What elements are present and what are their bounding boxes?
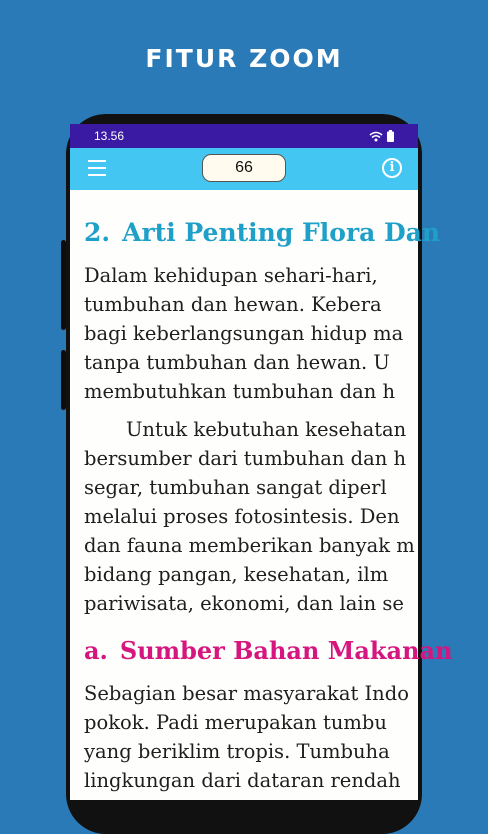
paragraph-line: dan fauna memberikan banyak m [84, 534, 415, 557]
subsection-title: Sumber Bahan Makanan [119, 636, 453, 665]
info-icon[interactable]: i [382, 158, 402, 178]
subsection-number: a. [84, 636, 108, 665]
status-time: 13.56 [94, 129, 125, 143]
phone-side-button [61, 240, 66, 330]
paragraph-line: tumbuhan dan hewan. Kebera [84, 293, 382, 316]
paragraph-line: melalui proses fotosintesis. Den [84, 505, 400, 528]
phone-screen [70, 124, 453, 800]
paragraph-line: bidang pangan, kesehatan, ilm [84, 563, 389, 586]
status-icons [369, 130, 394, 142]
hamburger-menu-icon[interactable] [88, 160, 106, 176]
app-bar [70, 148, 418, 190]
status-bar [70, 124, 418, 148]
paragraph-line: membutuhkan tumbuhan dan h [84, 380, 396, 403]
paragraph-line: pariwisata, ekonomi, dan lain se [84, 592, 404, 615]
paragraph-line: yang beriklim tropis. Tumbuha [84, 740, 390, 763]
paragraph-line: segar, tumbuhan sangat diperl [84, 476, 387, 499]
paragraph-line: pokok. Padi merupakan tumbu [84, 711, 387, 734]
paragraph-line: Untuk kebutuhan kesehatan [126, 418, 407, 441]
page-number-field[interactable]: 66 [202, 154, 286, 182]
paragraph-line: Sebagian besar masyarakat Indo [84, 682, 409, 705]
wifi-icon [369, 131, 383, 142]
paragraph-line: bersumber dari tumbuhan dan h [84, 447, 407, 470]
paragraph-line: Dalam kehidupan sehari-hari, [84, 264, 378, 287]
battery-icon [387, 130, 394, 142]
subsection-heading [84, 636, 453, 665]
section-heading [84, 218, 440, 247]
paragraph-line: tanpa tumbuhan dan hewan. U [84, 351, 390, 374]
paragraph-line: bagi keberlangsungan hidup ma [84, 322, 404, 345]
section-title: Arti Penting Flora Dan [122, 218, 441, 247]
paragraph-line: lingkungan dari dataran rendah [84, 769, 401, 792]
phone-side-button [61, 350, 66, 410]
document-page [70, 190, 453, 800]
promo-title: FITUR ZOOM [145, 44, 343, 73]
section-number: 2. [84, 218, 111, 247]
